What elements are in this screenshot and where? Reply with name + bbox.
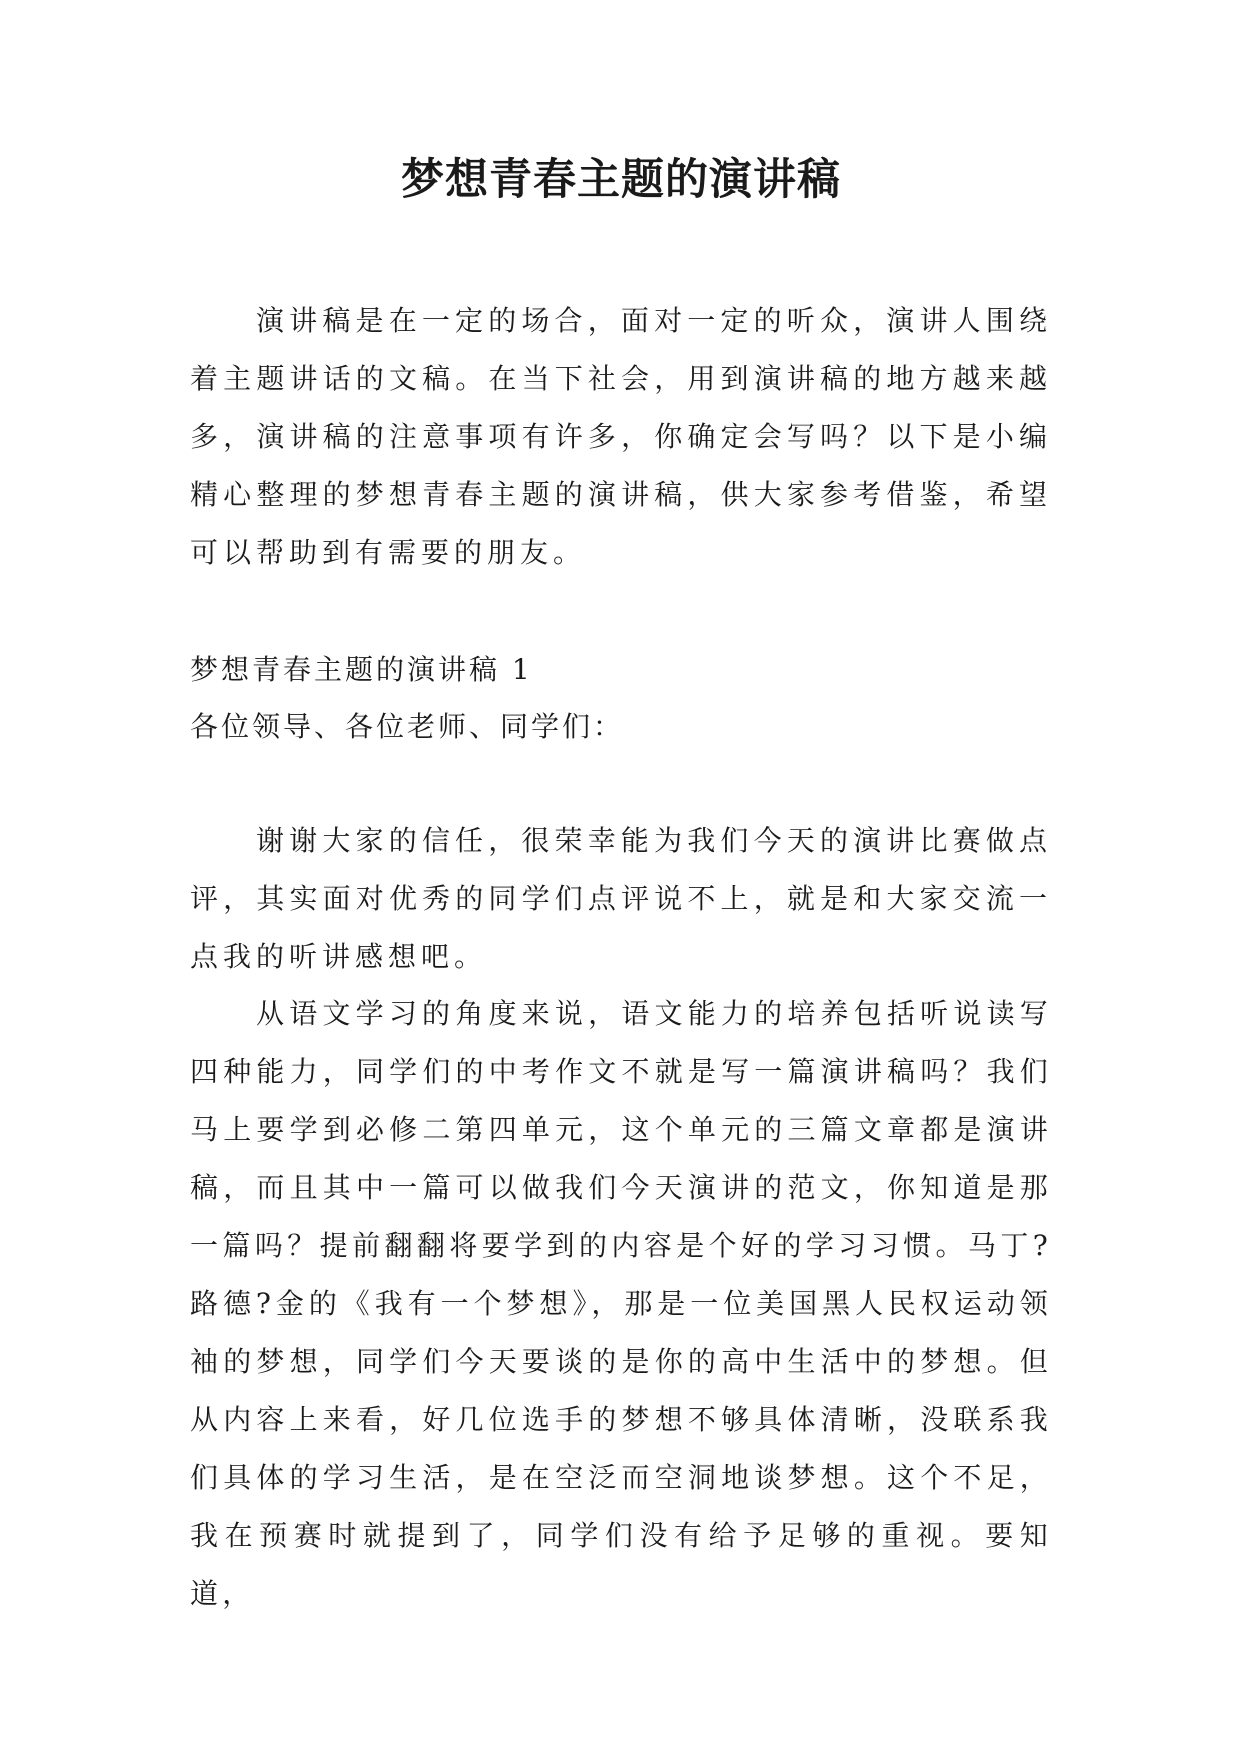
intro-paragraph: 演讲稿是在一定的场合，面对一定的听众，演讲人围绕着主题讲话的文稿。在当下社会，用到演讲稿的地方越来越多，演讲稿的注意事项有许多，你确定会写吗？以下是小编精心整理的梦想青春主题的演讲稿，供大家参考借鉴，希望可以帮助到有需要的朋友。 xyxy=(190,304,1052,569)
document-title: 梦想青春主题的演讲稿 xyxy=(401,155,841,205)
body-paragraph-thanks: 谢谢大家的信任，很荣幸能为我们今天的演讲比赛做点评，其实面对优秀的同学们点评说不上，就是和大家交流一点我的听讲感想吧。 xyxy=(190,824,1052,973)
section-heading: 梦想青春主题的演讲稿 1 xyxy=(190,653,533,686)
body-paragraph-language-learning: 从语文学习的角度来说，语文能力的培养包括听说读写四种能力，同学们的中考作文不就是写一篇演讲稿吗？我们马上要学到必修二第四单元，这个单元的三篇文章都是演讲稿，而且其中一篇可以做我们今天演讲的范文，你知道是那一篇吗？提前翻翻将要学到的内容是个好的学习习惯。马丁?路德?金的《我有一个梦想》，那是一位美国黑人民权运动领袖的梦想，同学们今天要谈的是你的高中生活中的梦想。但从内容上来看，好几位选手的梦想不够具体清晰，没联系我们具体的学习生活，是在空泛而空洞地谈梦想。这个不足，我在预赛时就提到了，同学们没有给予足够的重视。要知道， xyxy=(190,997,1052,1610)
greeting-line: 各位领导、各位老师、同学们： xyxy=(190,710,625,743)
